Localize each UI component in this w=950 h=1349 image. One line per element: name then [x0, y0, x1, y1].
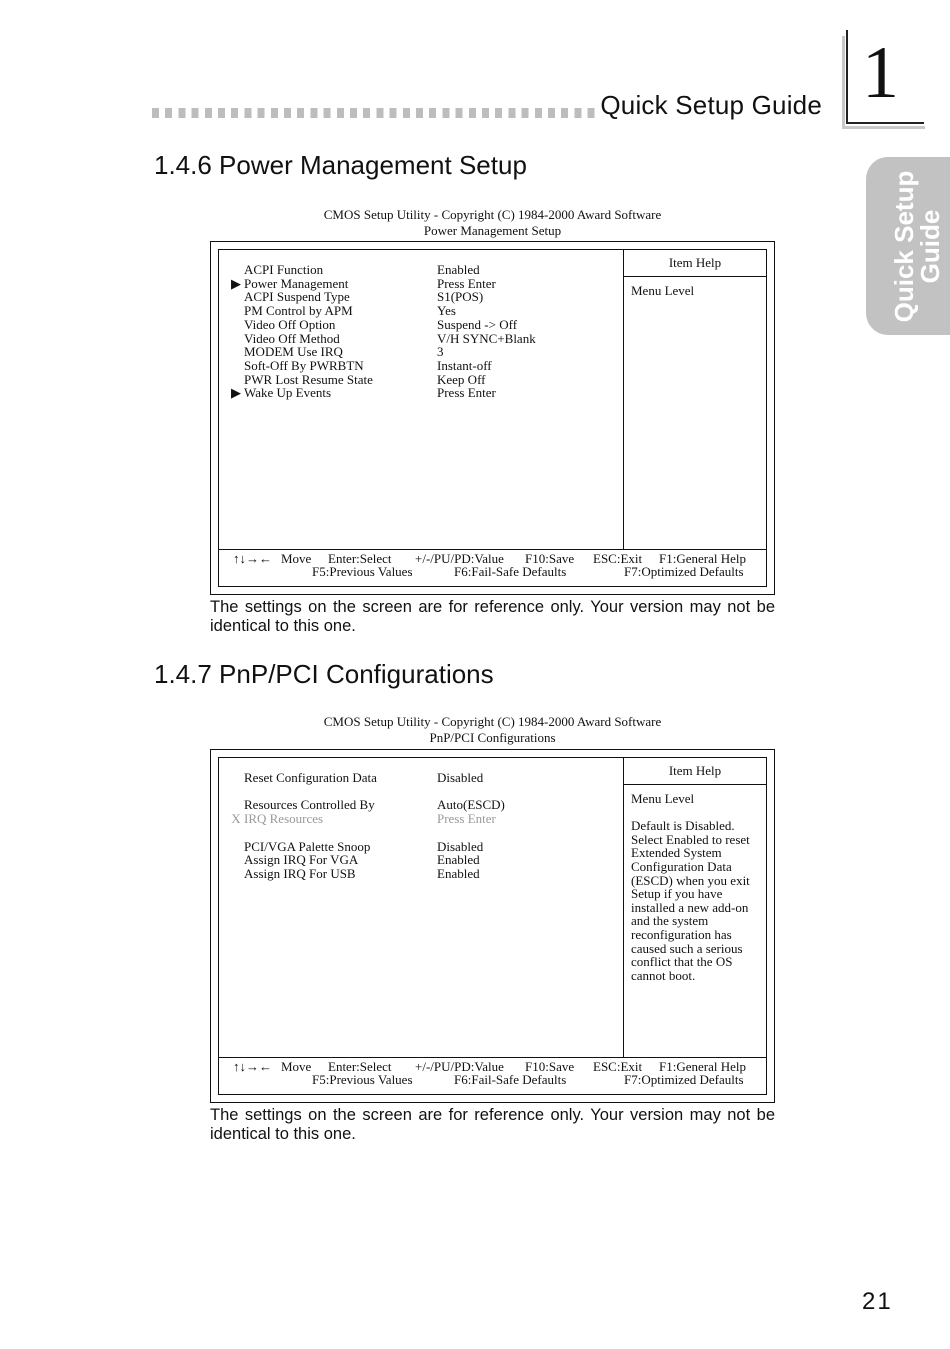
help-text: Default is Disabled. Select Enabled to reset Extended System Configuration Data (ESCD) when you exit Setup if you have installed a new add-on and the system reconfiguration has caused such a serious conflict that the OS cannot boot.: [631, 818, 750, 983]
item-help-title: Item Help: [624, 250, 766, 277]
setting-value: Keep Off: [437, 371, 486, 387]
setting-value: Press Enter: [437, 385, 496, 401]
setting-name: PWR Lost Resume State: [244, 371, 373, 387]
bios-screen-pnp: [210, 749, 775, 1103]
arrow-keys-icon: ↑↓→←: [233, 551, 272, 566]
settings-panel: [219, 758, 624, 1058]
reference-note: The settings on the screen are for reference only. Your version may not be identical to this one.: [210, 1106, 775, 1143]
key-save: F10:Save: [525, 551, 575, 566]
key-optimized-defaults: F7:Optimized Defaults: [624, 1072, 744, 1087]
item-help-body: [631, 284, 763, 311]
setting-name: MODEM Use IRQ: [244, 344, 343, 360]
caption-line2: PnP/PCI Configurations: [429, 730, 556, 745]
key-failsafe-defaults: F6:Fail-Safe Defaults: [454, 1072, 567, 1087]
help-text: Menu Level: [631, 791, 695, 806]
bios-caption-power: [210, 207, 775, 239]
setting-value: Instant-off: [437, 357, 492, 373]
setting-name: Wake Up Events: [244, 385, 332, 401]
header-dot-rule: [152, 108, 597, 118]
key-exit: ESC:Exit: [593, 551, 643, 566]
reference-note: The settings on the screen are for reference only. Your version may not be identical to this one.: [210, 598, 775, 635]
side-tab-label: [891, 164, 943, 329]
bios-screen-power: [210, 241, 775, 595]
chapter-number: 1: [862, 32, 899, 114]
key-general-help: F1:General Help: [659, 551, 747, 566]
setting-value: S1(POS): [437, 289, 484, 305]
header-title: Quick Setup Guide: [600, 90, 822, 120]
setting-name: Assign IRQ For VGA: [244, 852, 359, 868]
help-text: Menu Level: [631, 283, 695, 298]
item-help-body: [631, 792, 763, 996]
setting-value: Disabled: [437, 838, 484, 854]
submenu-arrow-icon: ▶: [231, 275, 241, 291]
key-exit: ESC:Exit: [593, 1059, 643, 1074]
setting-value: Yes: [437, 303, 456, 319]
setting-name: PCI/VGA Palette Snoop: [244, 838, 371, 854]
key-move: Move: [281, 1059, 312, 1074]
bios-key-legend: [219, 549, 766, 586]
setting-value: Enabled: [437, 262, 480, 277]
item-help-title: Item Help: [624, 758, 766, 785]
setting-name: Video Off Option: [244, 316, 336, 332]
setting-value: Press Enter: [437, 811, 496, 827]
setting-name: PM Control by APM: [244, 303, 353, 319]
key-previous-values: F5:Previous Values: [312, 564, 413, 579]
bios-caption-pnp: [210, 714, 775, 746]
setting-name: Reset Configuration Data: [244, 770, 377, 785]
setting-value: V/H SYNC+Blank: [437, 330, 536, 346]
setting-value: Auto(ESCD): [437, 797, 505, 813]
key-move: Move: [281, 551, 312, 566]
bios-inner-frame: [218, 757, 767, 1095]
page-number: 21: [862, 1288, 893, 1315]
setting-name: ACPI Function: [244, 262, 324, 277]
caption-line1: CMOS Setup Utility - Copyright (C) 1984-2000 Award Software: [323, 714, 662, 729]
key-select: Enter:Select: [328, 1059, 392, 1074]
key-failsafe-defaults: F6:Fail-Safe Defaults: [454, 564, 567, 579]
key-save: F10:Save: [525, 1059, 575, 1074]
setting-name: Soft-Off By PWRBTN: [244, 357, 364, 373]
caption-line1: CMOS Setup Utility - Copyright (C) 1984-2000 Award Software: [323, 207, 662, 222]
key-optimized-defaults: F7:Optimized Defaults: [624, 564, 744, 579]
setting-value: Suspend -> Off: [437, 316, 518, 332]
bios-inner-frame: [218, 249, 767, 587]
setting-value: Enabled: [437, 865, 480, 881]
setting-name: Video Off Method: [244, 330, 340, 346]
side-tab-line2: Guide: [915, 209, 945, 284]
key-previous-values: F5:Previous Values: [312, 1072, 413, 1087]
setting-name: Power Management: [244, 275, 349, 291]
side-tab-line1: Quick Setup: [889, 170, 919, 323]
setting-name: ACPI Suspend Type: [244, 289, 350, 305]
setting-name: Assign IRQ For USB: [244, 865, 356, 881]
section-heading-pnp-pci: 1.4.7 PnP/PCI Configurations: [154, 659, 494, 689]
setting-name: IRQ Resources: [244, 811, 324, 827]
arrow-keys-icon: ↑↓→←: [233, 1059, 272, 1074]
key-value: +/-/PU/PD:Value: [415, 551, 504, 566]
setting-value: Enabled: [437, 852, 480, 868]
caption-line2: Power Management Setup: [423, 223, 562, 238]
section-heading-power-management: 1.4.6 Power Management Setup: [154, 150, 527, 180]
key-value: +/-/PU/PD:Value: [415, 1059, 504, 1074]
disabled-x-icon: X: [231, 811, 241, 827]
key-select: Enter:Select: [328, 551, 392, 566]
settings-panel: [219, 250, 624, 550]
bios-key-legend: [219, 1057, 766, 1094]
setting-value: Press Enter: [437, 275, 496, 291]
setting-value: Disabled: [437, 770, 484, 785]
submenu-arrow-icon: ▶: [231, 385, 241, 401]
setting-value: 3: [437, 344, 444, 360]
setting-name: Resources Controlled By: [244, 797, 375, 813]
key-general-help: F1:General Help: [659, 1059, 747, 1074]
